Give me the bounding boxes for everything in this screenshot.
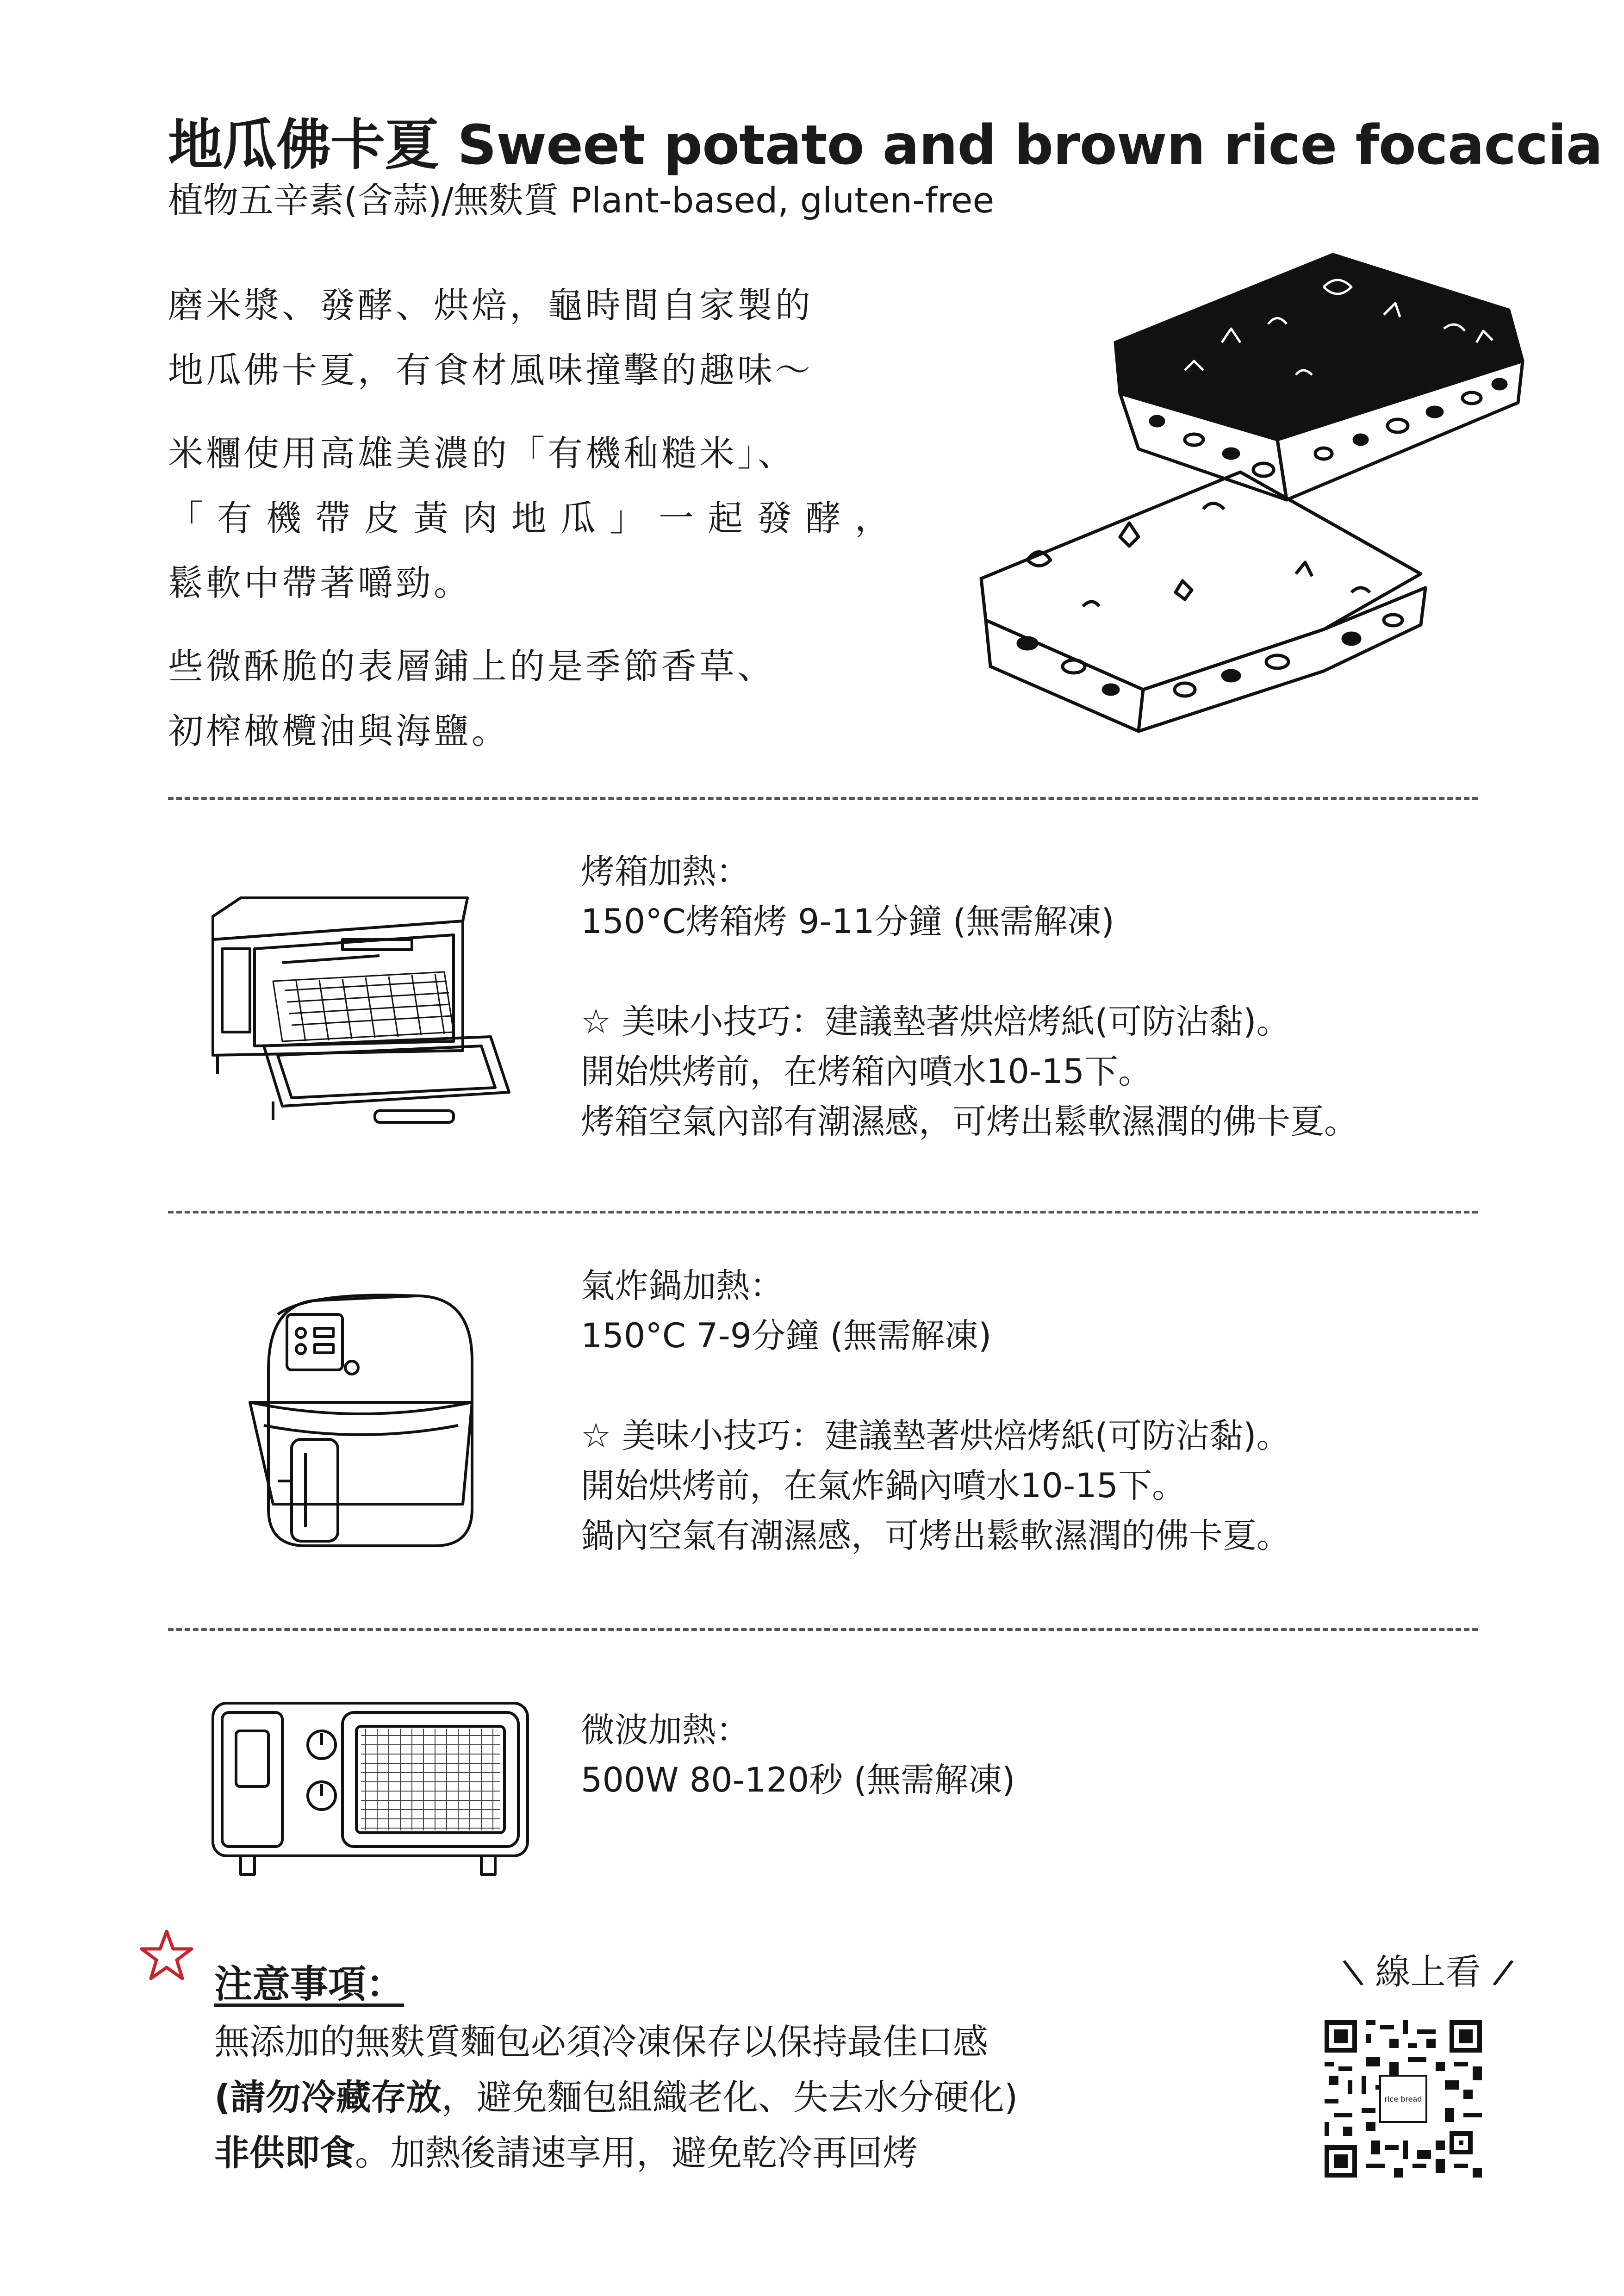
notice-line: 無添加的無麩質麵包必須冷凍保存以保持最佳口感 — [214, 2021, 988, 2062]
qr-label: \ 線上看 / — [1340, 1950, 1516, 1993]
airfryer-instruction: 150°C 7-9分鐘 (無需解凍) — [581, 1316, 992, 1356]
divider — [168, 1211, 1478, 1213]
notice-emphasis: (請勿冷藏存放 — [214, 2077, 442, 2118]
intro-line: 「有機帶皮黃肉地瓜」一起發酵， — [168, 498, 904, 539]
notice-emphasis: 非供即食 — [214, 2132, 355, 2173]
star-icon — [139, 1928, 194, 1983]
intro-paragraph-2 — [168, 421, 904, 616]
intro-paragraph-3 — [168, 634, 775, 764]
intro-line: 初榨橄欖油與海鹽。 — [168, 710, 510, 752]
oven-tip-line: ☆ 美味小技巧：建議墊著烘焙烤紙(可防沾黏)。 — [581, 1002, 1290, 1041]
microwave-heading: 微波加熱： — [581, 1711, 750, 1750]
airfryer-tip-line: ☆ 美味小技巧：建議墊著烘焙烤紙(可防沾黏)。 — [581, 1416, 1290, 1456]
oven-tip-line: 烤箱空氣內部有潮濕感，可烤出鬆軟濕潤的佛卡夏。 — [581, 1102, 1358, 1141]
notice-line — [214, 2125, 1018, 2181]
qr-code[interactable] — [1325, 2020, 1482, 2178]
airfryer-tip-line: 鍋內空氣有潮濕感，可烤出鬆軟濕潤的佛卡夏。 — [581, 1516, 1290, 1556]
qr-center-text: rice bread — [1384, 2095, 1422, 2103]
notice-line — [214, 2070, 1018, 2125]
oven-heading: 烤箱加熱： — [581, 852, 750, 891]
notice-body — [214, 2014, 1018, 2181]
microwave-section — [581, 1705, 1015, 1805]
air-fryer-icon — [241, 1287, 500, 1564]
intro-paragraph-1 — [168, 273, 813, 403]
focaccia-illustration — [944, 222, 1537, 745]
toaster-oven-icon — [204, 889, 537, 1129]
divider — [168, 1628, 1478, 1631]
airfryer-section — [581, 1261, 1290, 1561]
oven-section — [581, 847, 1358, 1147]
page-title: 地瓜佛卡夏 Sweet potato and brown rice focaccia — [168, 113, 1603, 177]
divider — [168, 797, 1478, 800]
notice-text: 。加熱後請速享用，避免乾冷再回烤 — [355, 2132, 918, 2173]
intro-line: 鬆軟中帶著嚼勁。 — [168, 562, 472, 604]
notice-text: ，避免麵包組織老化、失去水分硬化) — [441, 2077, 1018, 2118]
oven-instruction: 150°C烤箱烤 9-11分鐘 (無需解凍) — [581, 902, 1114, 941]
airfryer-tip-line: 開始烘烤前，在氣炸鍋內噴水10-15下。 — [581, 1466, 1186, 1506]
microwave-instruction: 500W 80-120秒 (無需解凍) — [581, 1761, 1015, 1800]
notice-title: 注意事項： — [214, 1962, 404, 2006]
intro-line: 地瓜佛卡夏，有食材風味撞擊的趣味～ — [168, 349, 813, 391]
airfryer-heading: 氣炸鍋加熱： — [581, 1266, 784, 1306]
intro-line: 些微酥脆的表層鋪上的是季節香草、 — [168, 646, 775, 687]
intro-line: 磨米漿、發酵、烘焙，龜時間自家製的 — [168, 285, 813, 326]
qr-label-text: 線上看 — [1375, 1951, 1481, 1992]
page-subtitle: 植物五辛素(含蒜)/無麩質 Plant-based, gluten-free — [168, 180, 995, 221]
oven-tip-line: 開始烘烤前，在烤箱內噴水10-15下。 — [581, 1052, 1152, 1091]
intro-line: 米糰使用高雄美濃的「有機秈糙米」、 — [168, 433, 796, 474]
microwave-icon — [204, 1689, 537, 1884]
